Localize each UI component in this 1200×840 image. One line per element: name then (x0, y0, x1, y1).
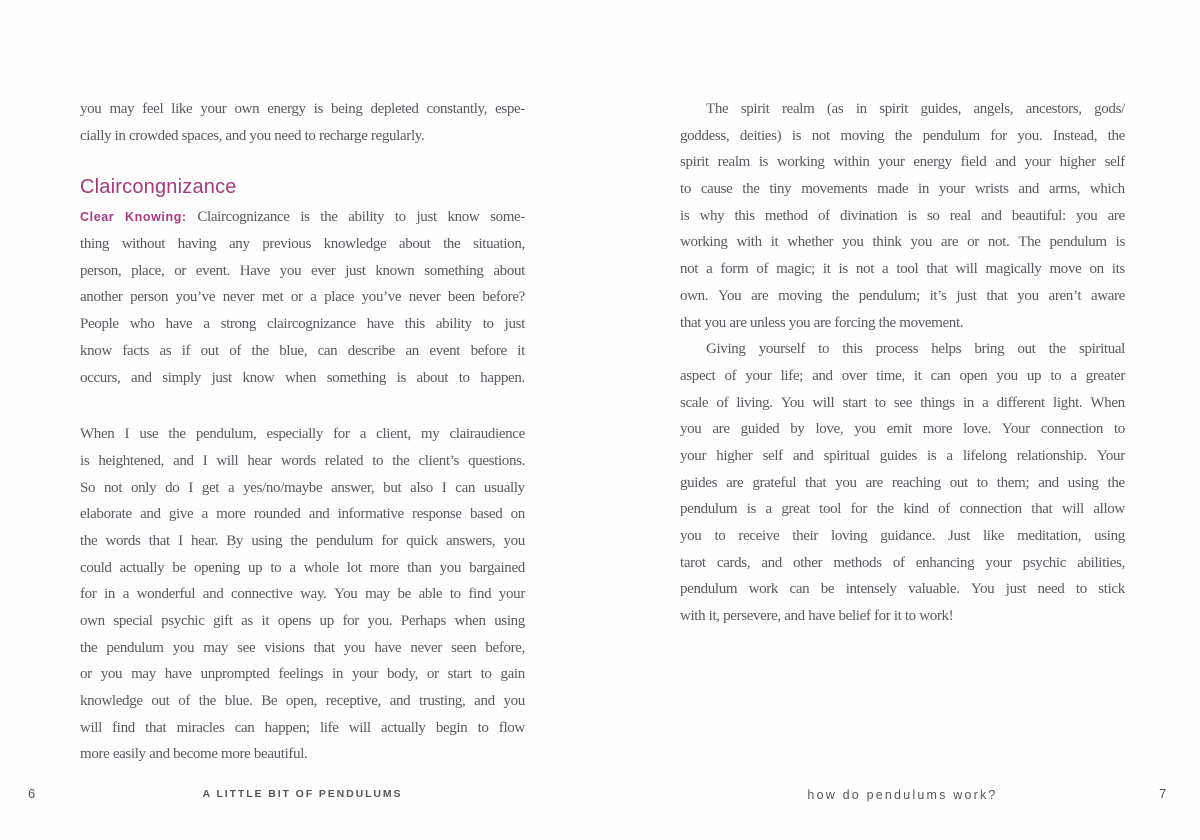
text-line: elaborate and give a more rounded and informative response based on (80, 506, 525, 523)
text-line: own special psychic gift as it opens up for you. Perhaps when using (80, 613, 525, 629)
text-line: you to receive their loving guidance. Just like meditation, using (680, 528, 1125, 544)
text-line: know facts as if out of the blue, can describe an event before it (80, 342, 525, 359)
text-line: thing without having any previous knowledge about the situation, (80, 236, 525, 253)
text-line: to cause the tiny movements made in your wrists and arms, which (680, 181, 1125, 198)
text-line: the words that I hear. By using the pendulum for quick answers, you (80, 532, 525, 549)
page-number-left: 6 (28, 786, 36, 801)
text-line: scale of living. You will start to see things in a different light. When (680, 394, 1125, 411)
running-footer-book-title: A LITTLE BIT OF PENDULUMS (202, 788, 403, 800)
text-line: When I use the pendulum, especially for a client, my clairaudience (80, 426, 525, 443)
text-line: People who have a strong claircognizance have this ability to just (80, 316, 525, 333)
text-line: person, place, or event. Have you ever just known something about (80, 262, 525, 279)
text-line: Clear Knowing: Claircognizance is the ability to just know some- (80, 204, 525, 231)
paragraph (680, 96, 1125, 336)
text-line: tarot cards, and other methods of enhancing your psychic abilities, (680, 554, 1125, 571)
text-column-right (680, 96, 1125, 630)
section-heading: Claircongnizance (80, 176, 237, 199)
text-line: more easily and become more beautiful. (80, 746, 308, 763)
text-line: or you may have unprompted feelings in your body, or start to gain (80, 666, 525, 683)
text-line: So not only do I get a yes/no/maybe answer, but also I can usually (80, 479, 525, 496)
text-line: cially in crowded spaces, and you need to recharge regularly. (80, 127, 425, 144)
text-line: guides are grateful that you are reaching out to them; and using the (680, 474, 1125, 491)
text-line: knowledge out of the blue. Be open, receptive, and trusting, and you (80, 693, 525, 710)
text-line: with it, persevere, and have belief for it to work! (680, 608, 954, 625)
text-line: spirit realm is working within your energy field and your higher self (680, 154, 1125, 171)
text-line: you are guided by love, you emit more love. Your connection to (680, 421, 1125, 438)
text-column-left (80, 96, 525, 768)
text-line: Giving yourself to this process helps bring out the spiritual (706, 341, 1125, 358)
text-line: another person you’ve never met or a place you’ve never been before? (80, 289, 525, 306)
text-line: pendulum work can be intensely valuable. You just need to stick (680, 581, 1125, 598)
text-line: occurs, and simply just know when something is about to happen. (80, 369, 525, 386)
text-line: the pendulum you may see visions that you have never seen before, (80, 639, 525, 656)
text-line: not a form of magic; it is not a tool that will magically move on its (680, 261, 1125, 278)
lead-in-label: Knowing: (124, 210, 187, 225)
paragraph (80, 204, 525, 391)
text-line: own. You are moving the pendulum; it’s just that you aren’t aware (680, 287, 1125, 304)
text-line: you may feel like your own energy is being depleted constantly, espe- (80, 101, 525, 117)
text-line: will find that miracles can happen; life will actually begin to flow (80, 719, 525, 736)
paragraph (80, 96, 525, 149)
text-line: is heightened, and I will hear words related to the client’s questions. (80, 452, 525, 469)
text-line: is why this method of divination is so real and beautiful: you are (680, 207, 1125, 224)
text-line: The spirit realm (as in spirit guides, angels, ancestors, gods/ (706, 101, 1125, 117)
page-number-right: 7 (1159, 786, 1167, 801)
text-line: working with it whether you think you are or not. The pendulum is (680, 234, 1125, 251)
paragraph (680, 336, 1125, 630)
text-line: could actually be opening up to a whole lot more than you bargained (80, 559, 525, 576)
text-line: pendulum is a great tool for the kind of connection that will allow (680, 501, 1125, 518)
text-line: for in a wonderful and connective way. You may be able to find your (80, 586, 525, 603)
paragraph (80, 421, 525, 768)
lead-in-label: Clear (80, 210, 115, 225)
text-line: aspect of your life; and over time, it can open you up to a greater (680, 367, 1125, 384)
text-line: that you are unless you are forcing the movement. (680, 314, 964, 331)
text-line: your higher self and spiritual guides is a lifelong relationship. Your (680, 447, 1125, 464)
text-line: goddess, deities) is not moving the pendulum for you. Instead, the (680, 127, 1125, 144)
running-footer-chapter-title: how do pendulums work? (807, 788, 998, 802)
